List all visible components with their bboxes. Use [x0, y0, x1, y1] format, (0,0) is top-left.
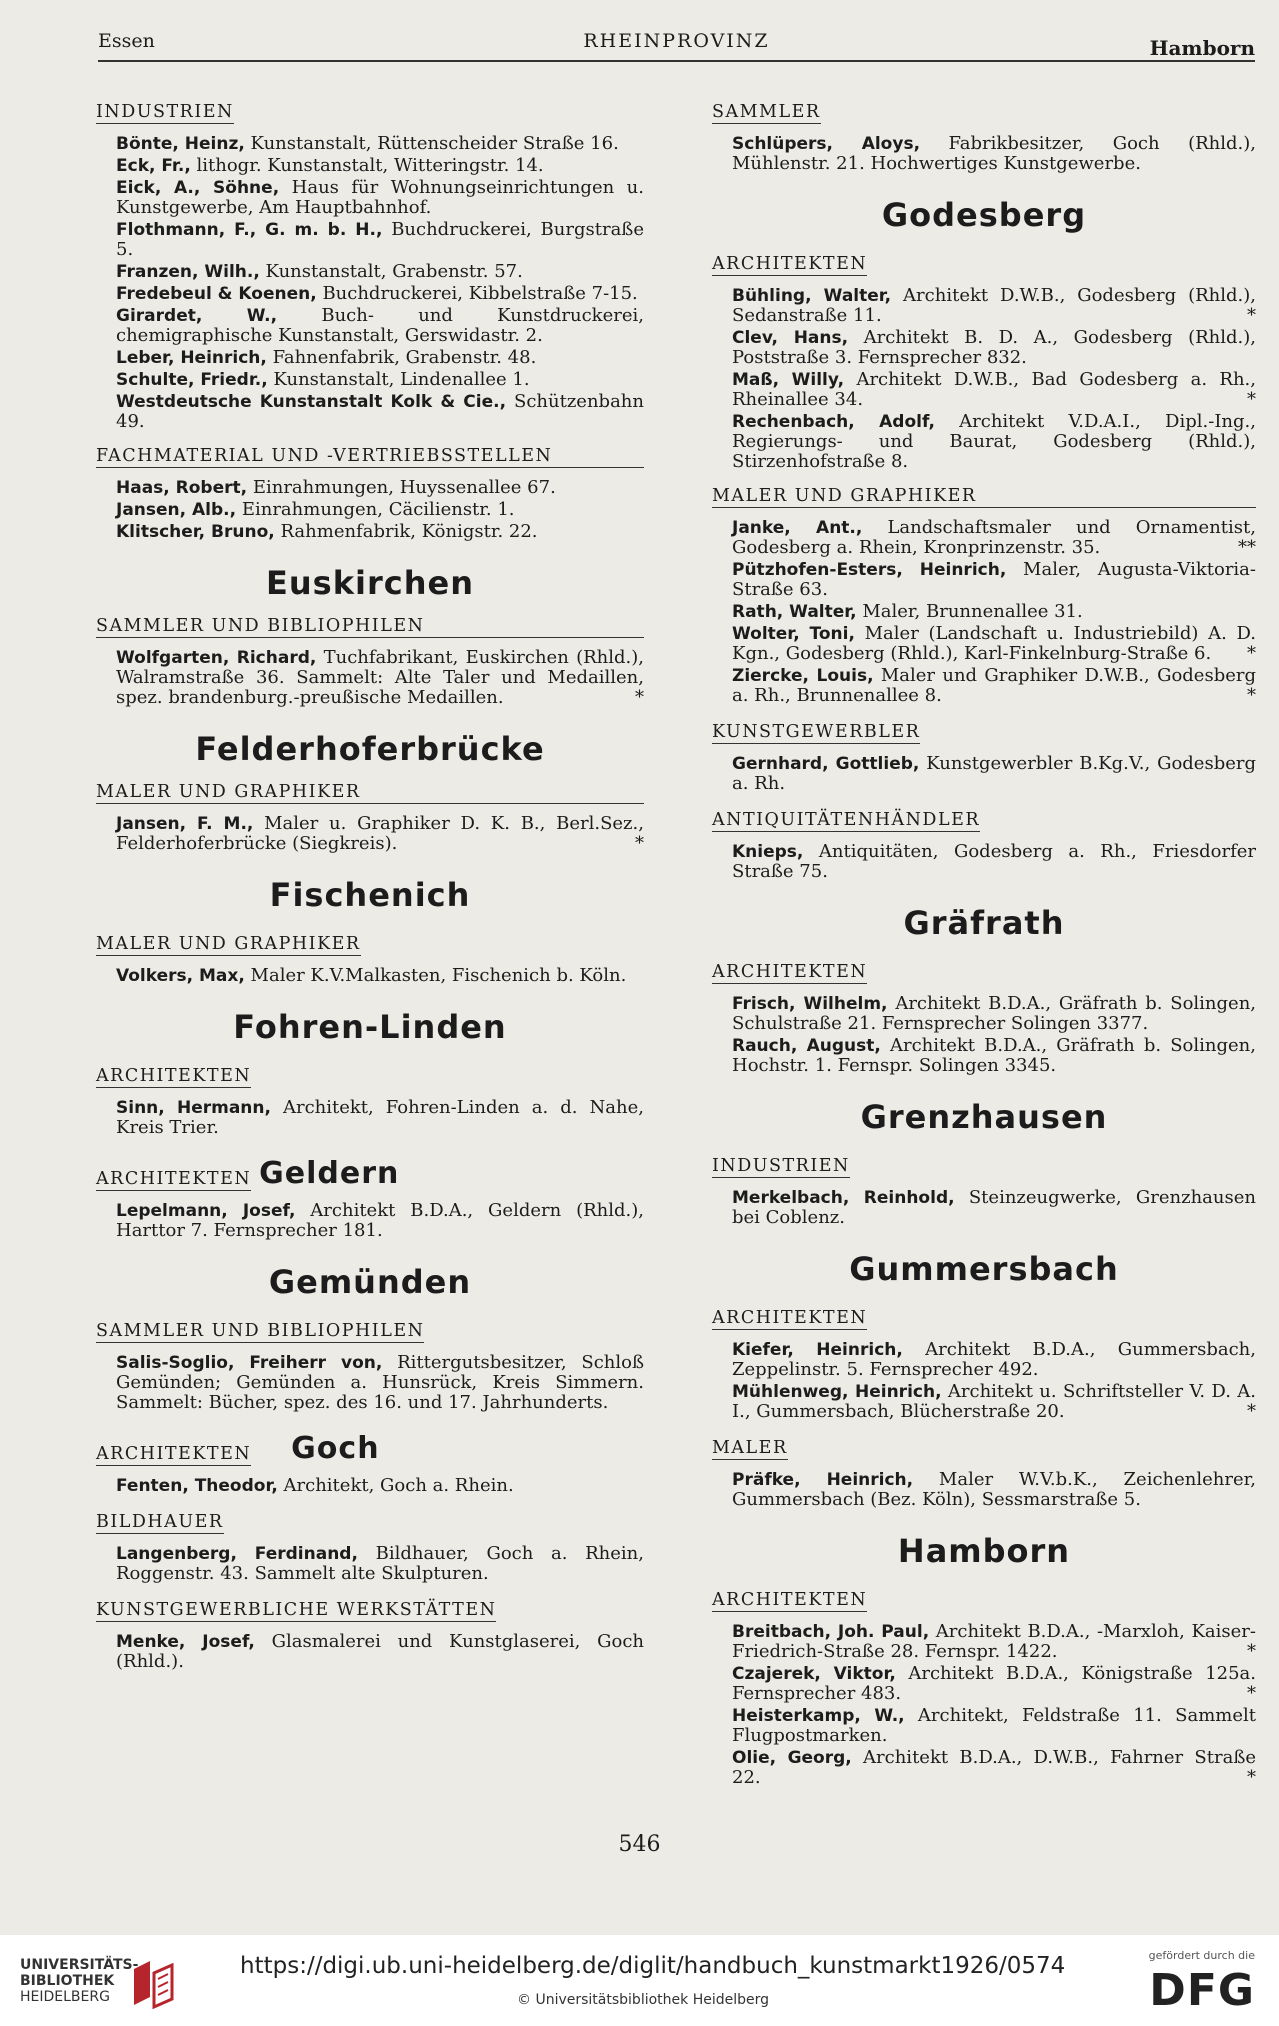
entry-name: Salis-Soglio, Freiherr von,: [116, 1353, 383, 1373]
entry-list: [96, 1476, 644, 1496]
directory-entry: [712, 1340, 1256, 1380]
entry-star-marker: **: [1238, 537, 1256, 558]
entry-details: Fabrikbesitzer, Goch (Rhld.), Mühlenstr. 21. Hochwertiges Kunstgewerbe.: [732, 133, 1256, 174]
section-heading: ANTIQUITÄTENHÄNDLER: [712, 810, 981, 830]
directory-entry: [712, 994, 1256, 1034]
entry-details: Maler, Brunnenallee 31.: [856, 601, 1083, 622]
town-heading: Gummersbach: [849, 1250, 1119, 1288]
section-heading: FACHMATERIAL UND -VERTRIEBSSTELLEN: [96, 446, 644, 468]
directory-entry: [96, 1353, 644, 1413]
section-heading: KUNSTGEWERBLICHE WERKSTÄTTEN: [96, 1600, 497, 1620]
directory-entry: [712, 1036, 1256, 1076]
section-heading: ARCHITEKTEN: [712, 962, 868, 982]
entry-name: Rauch, August,: [732, 1036, 881, 1056]
entry-name: Heisterkamp, W.,: [732, 1706, 905, 1726]
entry-list: [712, 1470, 1256, 1510]
library-logo-icon: [128, 1955, 178, 2011]
directory-entry: [712, 602, 1256, 622]
entry-details: Maler K.V.Malkasten, Fischenich b. Köln.: [244, 965, 627, 986]
directory-entry: [712, 1470, 1256, 1510]
entry-details: Kunstgewerbler B.Kg.V., Godesberg a. Rh.: [732, 753, 1257, 794]
section-heading: MALER: [712, 1438, 788, 1458]
entry-list: [712, 754, 1256, 794]
header-right: Hamborn: [1149, 36, 1255, 60]
entry-name: Pützhofen-Esters, Heinrich,: [732, 560, 1007, 580]
entry-star-marker: *: [635, 687, 644, 708]
town-heading: Hamborn: [897, 1532, 1071, 1570]
entry-details: Maler u. Graphiker D. K. B., Berl.Sez., Felderhoferbrücke (Siegkreis).: [116, 813, 644, 854]
entry-details: Maler W.V.b.K., Zeichenlehrer, Gummersbach (Bez. Köln), Sessmarstraße 5.: [732, 1469, 1256, 1510]
entry-list: [96, 1201, 644, 1241]
directory-entry: [96, 500, 644, 520]
entry-list: [712, 842, 1256, 882]
right-column: [712, 88, 1256, 1790]
section-heading: SAMMLER UND BIBLIOPHILEN: [96, 1321, 425, 1341]
entry-name: Girardet, W.,: [116, 306, 278, 326]
entry-star-marker: *: [1247, 643, 1256, 664]
directory-entry: [712, 624, 1256, 664]
entry-details: Architekt B.D.A., Geldern (Rhld.), Harttor 7. Fernsprecher 181.: [116, 1200, 644, 1241]
entry-list: [712, 1340, 1256, 1422]
entry-name: Leber, Heinrich,: [116, 348, 267, 368]
entry-star-marker: *: [1247, 1401, 1256, 1422]
entry-details: Architekt B. D. A., Godesberg (Rhld.), Poststraße 3. Fernsprecher 832.: [732, 327, 1256, 368]
entry-list: [96, 1544, 644, 1584]
entry-details: lithogr. Kunstanstalt, Witteringstr. 14.: [190, 155, 544, 176]
directory-entry: [96, 1201, 644, 1241]
town-heading: Godesberg: [881, 196, 1087, 234]
section-row: [96, 1156, 644, 1191]
entry-details: Maler und Graphiker D.W.B., Godesberg a. Rh., Brunnenallee 8.: [732, 665, 1256, 706]
directory-entry: [96, 262, 644, 282]
entry-details: Buchdruckerei, Burgstraße 5.: [116, 219, 644, 260]
entry-list: [96, 478, 644, 542]
entry-list: [712, 518, 1256, 706]
entry-details: Maler (Landschaft u. Industriebild) A. D. Kgn., Godesberg (Rhld.), Karl-Finkelnburg-Straße 6.: [732, 623, 1256, 664]
entry-name: Mühlenweg, Heinrich,: [732, 1382, 942, 1402]
section-heading: INDUSTRIEN: [712, 1156, 850, 1176]
entry-list: [96, 814, 644, 854]
directory-entry: [96, 814, 644, 854]
entry-details: Architekt B.D.A., Gräfrath b. Solingen, Hochstr. 1. Fernspr. Solingen 3345.: [732, 1035, 1256, 1076]
entry-list: [96, 1632, 644, 1672]
entry-name: Knieps,: [732, 842, 804, 862]
entry-name: Kiefer, Heinrich,: [732, 1340, 903, 1360]
directory-entry: [712, 1622, 1256, 1662]
entry-star-marker: *: [1247, 1641, 1256, 1662]
entry-details: Einrahmungen, Huyssenallee 67.: [247, 477, 556, 498]
entry-name: Ziercke, Louis,: [732, 666, 874, 686]
running-head: [98, 30, 1255, 64]
directory-entry: [712, 842, 1256, 882]
entry-details: Kunstanstalt, Rüttenscheider Straße 16.: [244, 133, 619, 154]
entry-list: [96, 134, 644, 432]
directory-entry: [96, 220, 644, 260]
library-line: BIBLIOTHEK: [20, 1973, 115, 1989]
entry-name: Eick, A., Söhne,: [116, 178, 280, 198]
entry-name: Schlüpers, Aloys,: [732, 134, 921, 154]
entry-name: Westdeutsche Kunstanstalt Kolk & Cie.,: [116, 392, 507, 412]
directory-entry: [712, 1188, 1256, 1228]
entry-name: Rath, Walter,: [732, 602, 857, 622]
entry-name: Haas, Robert,: [116, 478, 248, 498]
directory-entry: [96, 306, 644, 346]
directory-entry: [712, 518, 1256, 558]
section-heading: ARCHITEKTEN: [712, 1590, 868, 1610]
section-heading: ARCHITEKTEN: [712, 1308, 868, 1328]
left-column: [96, 88, 644, 1674]
entry-star-marker: *: [1247, 1683, 1256, 1704]
header-rule: [98, 60, 1255, 62]
entry-details: Architekt, Goch a. Rhein.: [277, 1475, 514, 1496]
entry-name: Clev, Hans,: [732, 328, 849, 348]
directory-entry: [96, 648, 644, 708]
directory-entry: [712, 286, 1256, 326]
entry-details: Kunstanstalt, Grabenstr. 57.: [259, 261, 523, 282]
directory-entry: [712, 560, 1256, 600]
town-heading: Goch: [291, 1431, 380, 1466]
entry-star-marker: *: [1247, 389, 1256, 410]
entry-name: Wolter, Toni,: [732, 624, 855, 644]
entry-name: Maß, Willy,: [732, 370, 845, 390]
entry-name: Fenten, Theodor,: [116, 1476, 278, 1496]
entry-name: Czajerek, Viktor,: [732, 1664, 896, 1684]
entry-list: [96, 1098, 644, 1138]
entry-name: Langenberg, Ferdinand,: [116, 1544, 358, 1564]
section-heading: ARCHITEKTEN: [96, 1444, 252, 1464]
directory-entry: [96, 284, 644, 304]
entry-list: [96, 966, 644, 986]
entry-star-marker: *: [1247, 685, 1256, 706]
section-heading: MALER UND GRAPHIKER: [96, 782, 644, 804]
entry-details: Glasmalerei und Kunstglaserei, Goch (Rhld.).: [116, 1631, 644, 1672]
entry-details: Architekt B.D.A., -Marxloh, Kaiser-Friedrich-Straße 28. Fernspr. 1422.: [732, 1621, 1256, 1662]
town-heading: Felderhoferbrücke: [195, 730, 545, 768]
directory-entry: [712, 1748, 1256, 1788]
town-heading: Fohren-Linden: [233, 1008, 507, 1046]
page-number: 546: [618, 1832, 661, 1857]
entry-details: Bildhauer, Goch a. Rhein, Roggenstr. 43. Sammelt alte Skulpturen.: [116, 1543, 644, 1584]
entry-details: Kunstanstalt, Lindenallee 1.: [267, 369, 530, 390]
section-heading: ARCHITEKTEN: [712, 254, 868, 274]
entry-name: Lepelmann, Josef,: [116, 1201, 296, 1221]
directory-entry: [712, 134, 1256, 174]
directory-entry: [96, 1544, 644, 1584]
entry-name: Janke, Ant.,: [732, 518, 863, 538]
entry-name: Frisch, Wilhelm,: [732, 994, 888, 1014]
directory-entry: [712, 666, 1256, 706]
directory-entry: [712, 754, 1256, 794]
entry-name: Fredebeul & Koenen,: [116, 284, 317, 304]
section-heading: MALER UND GRAPHIKER: [96, 934, 361, 954]
directory-entry: [96, 392, 644, 432]
entry-details: Architekt B.D.A., Gräfrath b. Solingen, Schulstraße 21. Fernsprecher Solingen 3377.: [732, 993, 1257, 1034]
entry-star-marker: *: [1247, 305, 1256, 326]
directory-entry: [96, 1476, 644, 1496]
library-line: UNIVERSITÄTS-: [20, 1957, 139, 1973]
entry-details: Buch- und Kunstdruckerei, chemigraphische Kunstanstalt, Gerswidastr. 2.: [116, 305, 644, 346]
entry-details: Architekt B.D.A., Königstraße 125a. Fernsprecher 483.: [732, 1663, 1256, 1704]
section-heading: ARCHITEKTEN: [96, 1066, 252, 1086]
town-heading: Gemünden: [268, 1263, 472, 1301]
section-heading: BILDHAUER: [96, 1512, 224, 1532]
directory-entry: [96, 478, 644, 498]
entry-name: Flothmann, F., G. m. b. H.,: [116, 220, 383, 240]
entry-details: Architekt D.W.B., Bad Godesberg a. Rh., Rheinallee 34.: [732, 369, 1256, 410]
entry-name: Jansen, Alb.,: [116, 500, 237, 520]
entry-name: Bühling, Walter,: [732, 286, 892, 306]
entry-details: Einrahmungen, Cäcilienstr. 1.: [236, 499, 515, 520]
section-row: [96, 1431, 644, 1466]
entry-name: Sinn, Hermann,: [116, 1098, 271, 1118]
section-heading: SAMMLER: [712, 102, 821, 122]
directory-entry: [712, 328, 1256, 368]
directory-entry: [96, 370, 644, 390]
entry-name: Wolfgarten, Richard,: [116, 648, 317, 668]
directory-entry: [712, 1706, 1256, 1746]
entry-details: Architekt B.D.A., Gummersbach, Zeppelinstr. 5. Fernsprecher 492.: [732, 1339, 1256, 1380]
entry-details: Tuchfabrikant, Euskirchen (Rhld.), Walramstraße 36. Sammelt: Alte Taler und Medaillen, spez. brandenburg.-preußische Medaillen.: [116, 647, 644, 708]
entry-name: Eck, Fr.,: [116, 156, 191, 176]
directory-entry: [96, 178, 644, 218]
entry-name: Bönte, Heinz,: [116, 134, 245, 154]
section-heading: MALER UND GRAPHIKER: [712, 486, 1256, 508]
directory-entry: [96, 134, 644, 154]
entry-details: Architekt D.W.B., Godesberg (Rhld.), Sedanstraße 11.: [732, 285, 1256, 326]
town-heading: Fischenich: [269, 876, 471, 914]
entry-details: Architekt, Feldstraße 11. Sammelt Flugpostmarken.: [732, 1705, 1256, 1746]
entry-details: Buchdruckerei, Kibbelstraße 7-15.: [316, 283, 638, 304]
section-heading: KUNSTGEWERBLER: [712, 722, 921, 742]
directory-entry: [712, 1382, 1256, 1422]
section-heading: INDUSTRIEN: [96, 102, 234, 122]
entry-details: Architekt, Fohren-Linden a. d. Nahe, Kreis Trier.: [116, 1097, 644, 1138]
entry-star-marker: *: [635, 833, 644, 854]
library-name: [20, 1957, 138, 2005]
entry-name: Klitscher, Bruno,: [116, 522, 275, 542]
entry-details: Architekt B.D.A., D.W.B., Fahrner Straße 22.: [732, 1747, 1257, 1788]
directory-entry: [96, 1098, 644, 1138]
entry-list: [96, 1353, 644, 1413]
entry-name: Merkelbach, Reinhold,: [732, 1188, 955, 1208]
entry-details: Haus für Wohnungseinrichtungen u. Kunstgewerbe, Am Hauptbahnhof.: [116, 177, 644, 218]
entry-details: Architekt V.D.A.I., Dipl.-Ing., Regierungs- und Baurat, Godesberg (Rhld.), Stirzenhofstraße 8.: [732, 411, 1256, 472]
dfg-note: gefördert durch die: [1148, 1949, 1255, 1962]
directory-entry: [96, 966, 644, 986]
entry-list: [712, 134, 1256, 174]
entry-list: [712, 994, 1256, 1076]
directory-entry: [96, 348, 644, 368]
dfg-logo: DFG: [1149, 1965, 1255, 2016]
town-heading: Gräfrath: [903, 904, 1065, 942]
entry-name: Menke, Josef,: [116, 1632, 255, 1652]
entry-details: Rittergutsbesitzer, Schloß Gemünden; Gemünden a. Hunsrück, Kreis Simmern. Sammelt: Bücher, spez. des 16. und 17. Jahrhunderts.: [116, 1352, 644, 1413]
entry-list: [712, 1622, 1256, 1788]
entry-name: Olie, Georg,: [732, 1748, 852, 1768]
town-heading: Geldern: [259, 1156, 400, 1191]
entry-name: Franzen, Wilh.,: [116, 262, 260, 282]
entry-name: Rechenbach, Adolf,: [732, 412, 935, 432]
directory-entry: [96, 1632, 644, 1672]
header-left: Essen: [98, 30, 155, 52]
directory-entry: [96, 156, 644, 176]
entry-name: Breitbach, Joh. Paul,: [732, 1622, 930, 1642]
town-heading: Euskirchen: [266, 564, 474, 602]
entry-details: Steinzeugwerke, Grenzhausen bei Coblenz.: [732, 1187, 1256, 1228]
entry-name: Jansen, F. M.,: [116, 814, 254, 834]
header-center: RHEINPROVINZ: [583, 30, 770, 52]
library-line: HEIDELBERG: [20, 1989, 110, 2005]
directory-entry: [712, 370, 1256, 410]
entry-details: Fahnenfabrik, Grabenstr. 48.: [266, 347, 537, 368]
entry-details: Schützenbahn 49.: [116, 391, 644, 432]
entry-details: Landschaftsmaler und Ornamentist, Godesberg a. Rhein, Kronprinzenstr. 35.: [732, 517, 1256, 558]
entry-details: Antiquitäten, Godesberg a. Rh., Friesdorfer Straße 75.: [732, 841, 1256, 882]
directory-entry: [712, 1664, 1256, 1704]
entry-list: [712, 286, 1256, 472]
directory-entry: [96, 522, 644, 542]
copyright: © Universitätsbibliothek Heidelberg: [517, 1992, 770, 2008]
entry-name: Präfke, Heinrich,: [732, 1470, 914, 1490]
entry-details: Maler, Augusta-Viktoria-Straße 63.: [732, 559, 1256, 600]
entry-list: [712, 1188, 1256, 1228]
entry-star-marker: *: [1247, 1767, 1256, 1788]
entry-name: Schulte, Friedr.,: [116, 370, 268, 390]
entry-details: Rahmenfabrik, Königstr. 22.: [274, 521, 538, 542]
entry-details: Architekt u. Schriftsteller V. D. A. I., Gummersbach, Blücherstraße 20.: [732, 1381, 1256, 1422]
viewer-footer: [0, 1935, 1279, 2026]
directory-entry: [712, 412, 1256, 472]
entry-name: Volkers, Max,: [116, 966, 245, 986]
section-heading: SAMMLER UND BIBLIOPHILEN: [96, 616, 644, 638]
town-heading: Grenzhausen: [860, 1098, 1108, 1136]
entry-name: Gernhard, Gottlieb,: [732, 754, 920, 774]
entry-list: [96, 648, 644, 708]
section-heading: ARCHITEKTEN: [96, 1169, 252, 1189]
permalink-url[interactable]: https://digi.ub.uni-heidelberg.de/diglit/handbuch_kunstmarkt1926/0574: [240, 1953, 1066, 1979]
